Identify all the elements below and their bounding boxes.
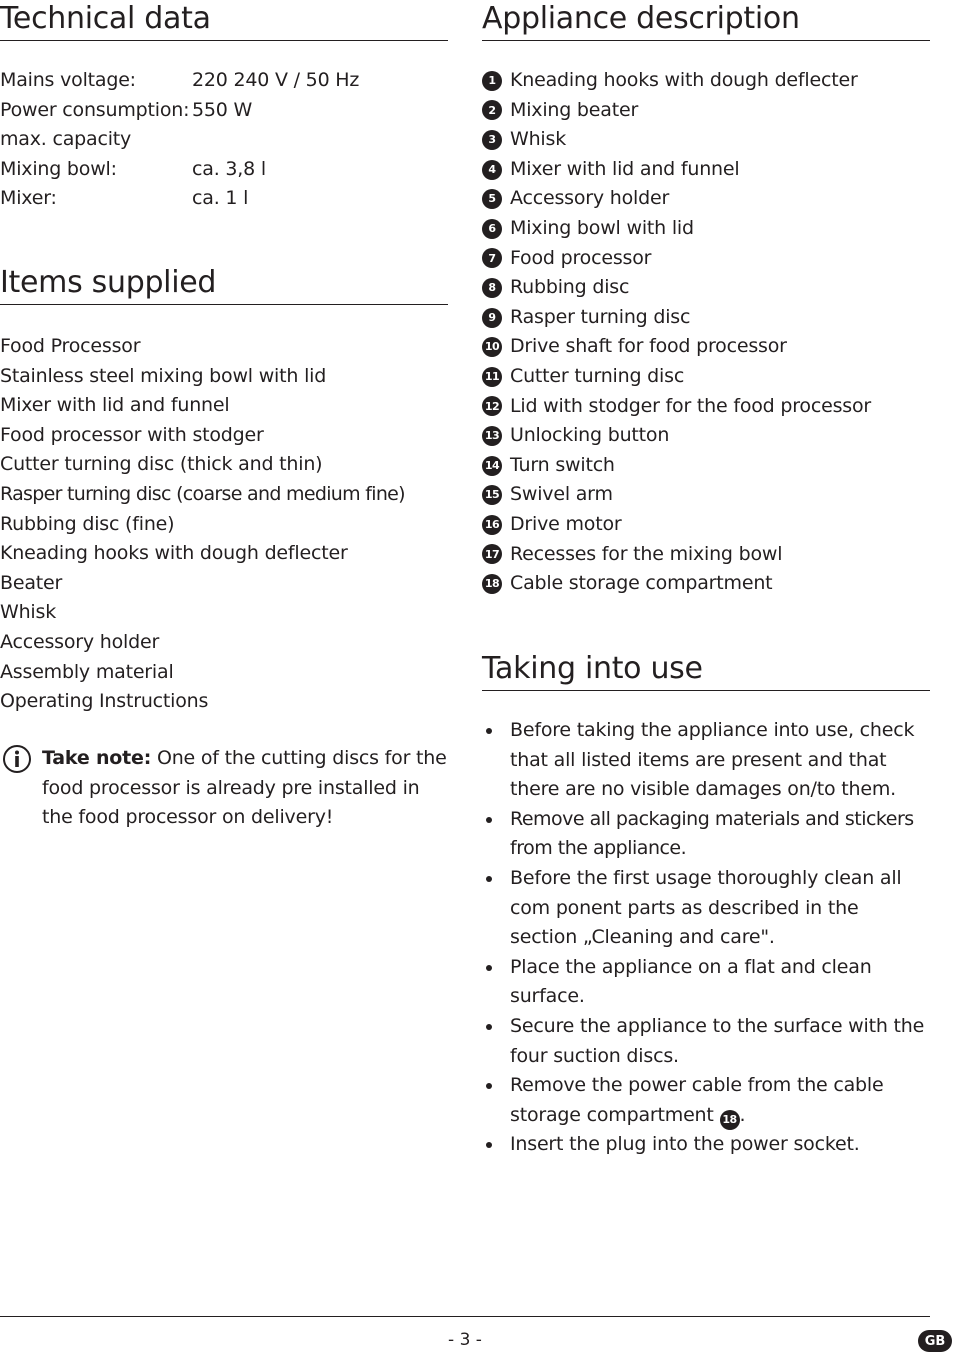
spec-label: Mains voltage: bbox=[0, 69, 136, 91]
number-badge: 15 bbox=[482, 485, 502, 505]
page-number: - 3 - bbox=[448, 1330, 482, 1350]
list-item: Operating Instructions bbox=[0, 690, 209, 713]
spec-value: ca. 3,8 l bbox=[192, 157, 266, 180]
number-badge: 8 bbox=[482, 278, 502, 298]
number-badge: 17 bbox=[482, 544, 502, 564]
list-item-label: Rasper turning disc bbox=[510, 305, 691, 328]
info-icon bbox=[2, 744, 32, 774]
list-item bbox=[482, 451, 930, 481]
bullet-icon bbox=[486, 876, 492, 882]
list-item bbox=[482, 421, 930, 451]
number-badge: 1 bbox=[482, 71, 502, 91]
bullet-icon bbox=[486, 817, 492, 823]
list-item: Food Processor bbox=[0, 335, 141, 357]
list-item-label: Mixing bowl with lid bbox=[510, 216, 694, 239]
number-badge: 18 bbox=[720, 1110, 740, 1130]
items-supplied-list bbox=[0, 332, 448, 717]
language-badge: GB bbox=[918, 1330, 952, 1352]
list-item-label: Accessory holder bbox=[510, 187, 670, 210]
spec-value: 550 W bbox=[192, 98, 253, 121]
taking-into-use-list bbox=[482, 716, 930, 1160]
list-item bbox=[482, 510, 930, 540]
list-item-text: Remove all packaging materials and stickers from the appliance. bbox=[510, 807, 914, 860]
list-item-text: Before the first usage thoroughly clean all com ponent parts as described in the section „Cleaning and care". bbox=[510, 866, 902, 949]
list-item: Stainless steel mixing bowl with lid bbox=[0, 364, 327, 387]
take-note-box bbox=[0, 744, 448, 833]
taking-into-use-section-header bbox=[482, 650, 930, 691]
list-item bbox=[482, 214, 930, 244]
list-item: Mixer with lid and funnel bbox=[0, 394, 230, 417]
list-item-label: Unlocking button bbox=[510, 424, 670, 447]
list-item-label: Drive motor bbox=[510, 512, 622, 535]
list-item-label: Mixer with lid and funnel bbox=[510, 157, 740, 180]
list-item-label: Cable storage compartment bbox=[510, 572, 773, 595]
list-item bbox=[482, 1012, 930, 1071]
list-item-label: Lid with stodger for the food processor bbox=[510, 394, 872, 417]
list-item bbox=[482, 805, 930, 864]
number-badge: 4 bbox=[482, 160, 502, 180]
list-item-label: Cutter turning disc bbox=[510, 364, 685, 387]
list-item bbox=[482, 1130, 930, 1160]
list-item-label: Swivel arm bbox=[510, 483, 613, 506]
spec-row bbox=[0, 96, 448, 126]
right-column bbox=[482, 0, 930, 1156]
list-item bbox=[482, 125, 930, 155]
list-item: Accessory holder bbox=[0, 630, 160, 653]
spec-row bbox=[0, 155, 448, 185]
number-badge: 3 bbox=[482, 130, 502, 150]
list-item-text: Place the appliance on a flat and clean surface. bbox=[510, 955, 872, 1008]
list-item: Food processor with stodger bbox=[0, 423, 264, 446]
list-item bbox=[482, 362, 930, 392]
list-item-label: Mixing beater bbox=[510, 98, 639, 121]
bullet-icon bbox=[486, 728, 492, 734]
appliance-description-heading: Appliance description bbox=[482, 1, 800, 36]
list-item-text: Insert the plug into the power socket. bbox=[510, 1133, 860, 1156]
list-item-label: Kneading hooks with dough deflecter bbox=[510, 69, 858, 91]
spec-row bbox=[0, 66, 448, 96]
spec-value: ca. 1 l bbox=[192, 187, 249, 210]
number-badge: 13 bbox=[482, 426, 502, 446]
number-badge: 10 bbox=[482, 337, 502, 357]
list-item bbox=[482, 96, 930, 126]
list-item-text: Remove the power cable from the cable storage compartment bbox=[510, 1074, 884, 1126]
left-column bbox=[0, 0, 448, 829]
number-badge: 12 bbox=[482, 396, 502, 416]
bullet-icon bbox=[486, 1142, 492, 1148]
technical-data-heading: Technical data bbox=[0, 1, 211, 36]
items-supplied-section-header bbox=[0, 264, 448, 305]
spec-label: Mixer: bbox=[0, 187, 57, 210]
list-item bbox=[482, 303, 930, 333]
take-note-text bbox=[42, 744, 448, 833]
list-item: Whisk bbox=[0, 601, 57, 624]
number-badge: 16 bbox=[482, 515, 502, 535]
spec-label: Power consumption: bbox=[0, 98, 190, 121]
bullet-icon bbox=[486, 965, 492, 971]
list-item bbox=[482, 540, 930, 570]
list-item: Rasper turning disc (coarse and medium fine) bbox=[0, 482, 405, 505]
list-item-label: Whisk bbox=[510, 128, 567, 151]
number-badge: 2 bbox=[482, 100, 502, 120]
list-item bbox=[482, 332, 930, 362]
bullet-icon bbox=[486, 1083, 492, 1089]
number-badge: 7 bbox=[482, 248, 502, 268]
list-item bbox=[482, 392, 930, 422]
take-note-body: One of the cutting discs for the food processor is already pre installed in the food processor on delivery! bbox=[42, 747, 447, 829]
list-item-label: Rubbing disc bbox=[510, 276, 630, 299]
list-item: Beater bbox=[0, 571, 63, 594]
list-item bbox=[482, 480, 930, 510]
list-item-text: Before taking the appliance into use, check that all listed items are present and that there are no visible damages on/to them. bbox=[510, 719, 915, 801]
list-item bbox=[482, 184, 930, 214]
number-badge: 18 bbox=[482, 574, 502, 594]
list-item bbox=[482, 1071, 930, 1130]
appliance-description-list bbox=[482, 66, 930, 599]
list-item: Rubbing disc (fine) bbox=[0, 512, 175, 535]
list-item bbox=[482, 569, 930, 599]
list-item bbox=[482, 864, 930, 953]
take-note-label: Take note: bbox=[42, 747, 152, 769]
spec-list bbox=[0, 66, 448, 214]
number-badge: 6 bbox=[482, 219, 502, 239]
spec-label: max. capacity bbox=[0, 128, 132, 151]
taking-into-use-heading: Taking into use bbox=[482, 651, 703, 686]
technical-data-section-header bbox=[0, 0, 448, 41]
list-item bbox=[482, 716, 930, 805]
appliance-description-section-header bbox=[482, 0, 930, 41]
list-item bbox=[482, 273, 930, 303]
spec-row bbox=[0, 125, 448, 155]
list-item bbox=[482, 66, 930, 96]
list-item-label: Recesses for the mixing bowl bbox=[510, 542, 783, 565]
bullet-icon bbox=[486, 1024, 492, 1030]
list-item-label: Food processor bbox=[510, 246, 652, 269]
list-item-text: Secure the appliance to the surface with the four suction discs. bbox=[510, 1014, 925, 1067]
list-item bbox=[482, 244, 930, 274]
list-item bbox=[482, 953, 930, 1012]
number-badge: 14 bbox=[482, 456, 502, 476]
list-item bbox=[482, 155, 930, 185]
spec-label: Mixing bowl: bbox=[0, 157, 117, 180]
list-item: Cutter turning disc (thick and thin) bbox=[0, 453, 323, 476]
list-item-label: Drive shaft for food processor bbox=[510, 335, 787, 358]
list-item: Assembly material bbox=[0, 660, 174, 683]
spec-value: 220 240 V / 50 Hz bbox=[192, 69, 360, 91]
items-supplied-heading: Items supplied bbox=[0, 265, 217, 300]
list-item-label: Turn switch bbox=[510, 453, 615, 476]
number-badge: 9 bbox=[482, 308, 502, 328]
spec-row bbox=[0, 184, 448, 214]
list-item: Kneading hooks with dough deflecter bbox=[0, 542, 348, 565]
footer-divider bbox=[0, 1316, 930, 1317]
number-badge: 11 bbox=[482, 367, 502, 387]
list-item-suffix: . bbox=[739, 1103, 746, 1126]
number-badge: 5 bbox=[482, 189, 502, 209]
